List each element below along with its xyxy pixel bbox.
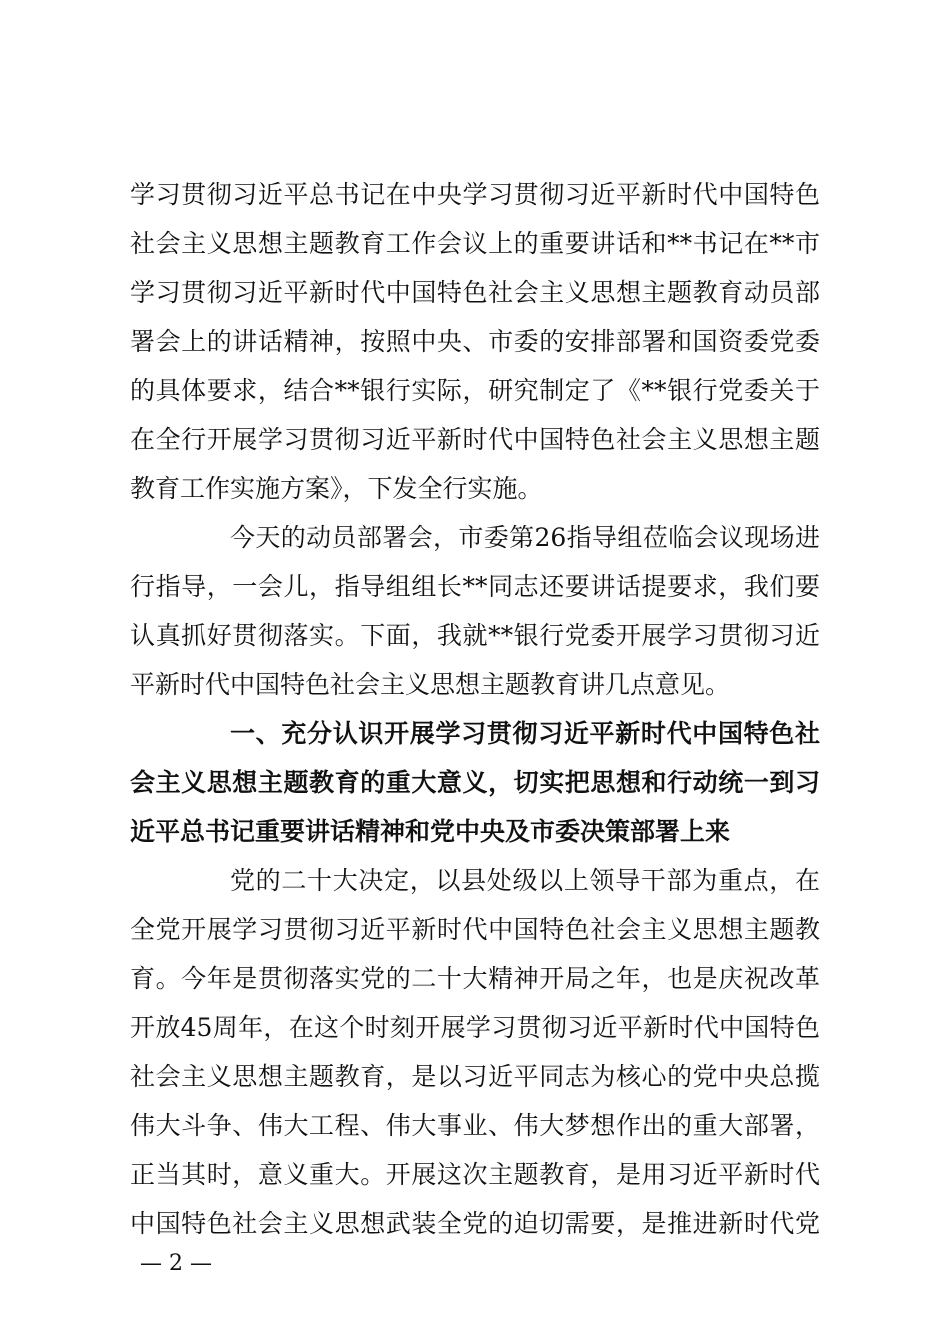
paragraph-1-line-5: 的具体要求，结合**银行实际，研究制定了《**银行党委关于 — [130, 376, 820, 405]
paragraph-2-line-4: 平新时代中国特色社会主义思想主题教育讲几点意见。 — [130, 670, 731, 699]
paragraph-2-line-1: 今天的动员部署会，市委第26指导组莅临会议现场进 — [230, 523, 820, 552]
paragraph-3-line-6: 伟大斗争、伟大工程、伟大事业、伟大梦想作出的重大部署， — [130, 1111, 820, 1140]
paragraph-3-line-2: 全党开展学习贯彻习近平新时代中国特色社会主义思想主题教 — [130, 915, 820, 944]
paragraph-1-line-7: 教育工作实施方案》，下发全行实施。 — [130, 474, 543, 503]
section-heading-line-3: 近平总书记重要讲话精神和党中央及市委决策部署上来 — [130, 817, 731, 846]
paragraph-1-line-4: 署会上的讲话精神，按照中央、市委的安排部署和国资委党委 — [130, 327, 820, 356]
section-heading-line-1: 一、充分认识开展学习贯彻习近平新时代中国特色社 — [230, 719, 820, 748]
paragraph-3-line-5: 社会主义思想主题教育，是以习近平同志为核心的党中央总揽 — [130, 1062, 820, 1091]
paragraph-2-line-2: 行指导，一会儿，指导组组长**同志还要讲话提要求，我们要 — [130, 572, 820, 601]
paragraph-3-line-4: 开放45周年，在这个时刻开展学习贯彻习近平新时代中国特色 — [130, 1013, 820, 1042]
paragraph-1-line-1: 学习贯彻习近平总书记在中央学习贯彻习近平新时代中国特色 — [130, 180, 820, 209]
paragraph-1-line-3: 学习贯彻习近平新时代中国特色社会主义思想主题教育动员部 — [130, 278, 820, 307]
paragraph-1-line-6: 在全行开展学习贯彻习近平新时代中国特色社会主义思想主题 — [130, 425, 820, 454]
section-heading-line-2: 会主义思想主题教育的重大意义，切实把思想和行动统一到习 — [130, 768, 820, 797]
paragraph-3-line-3: 育。今年是贯彻落实党的二十大精神开局之年，也是庆祝改革 — [130, 964, 820, 993]
paragraph-3-line-1: 党的二十大决定，以县处级以上领导干部为重点，在 — [230, 866, 820, 895]
page-number: — 2 — — [140, 1251, 212, 1276]
paragraph-3-line-8: 中国特色社会主义思想武装全党的迫切需要，是推进新时代党 — [130, 1209, 820, 1238]
paragraph-2-line-3: 认真抓好贯彻落实。下面，我就**银行党委开展学习贯彻习近 — [130, 621, 820, 650]
paragraph-3-line-7: 正当其时，意义重大。开展这次主题教育，是用习近平新时代 — [130, 1160, 820, 1189]
paragraph-1-line-2: 社会主义思想主题教育工作会议上的重要讲话和**书记在**市 — [130, 229, 820, 258]
